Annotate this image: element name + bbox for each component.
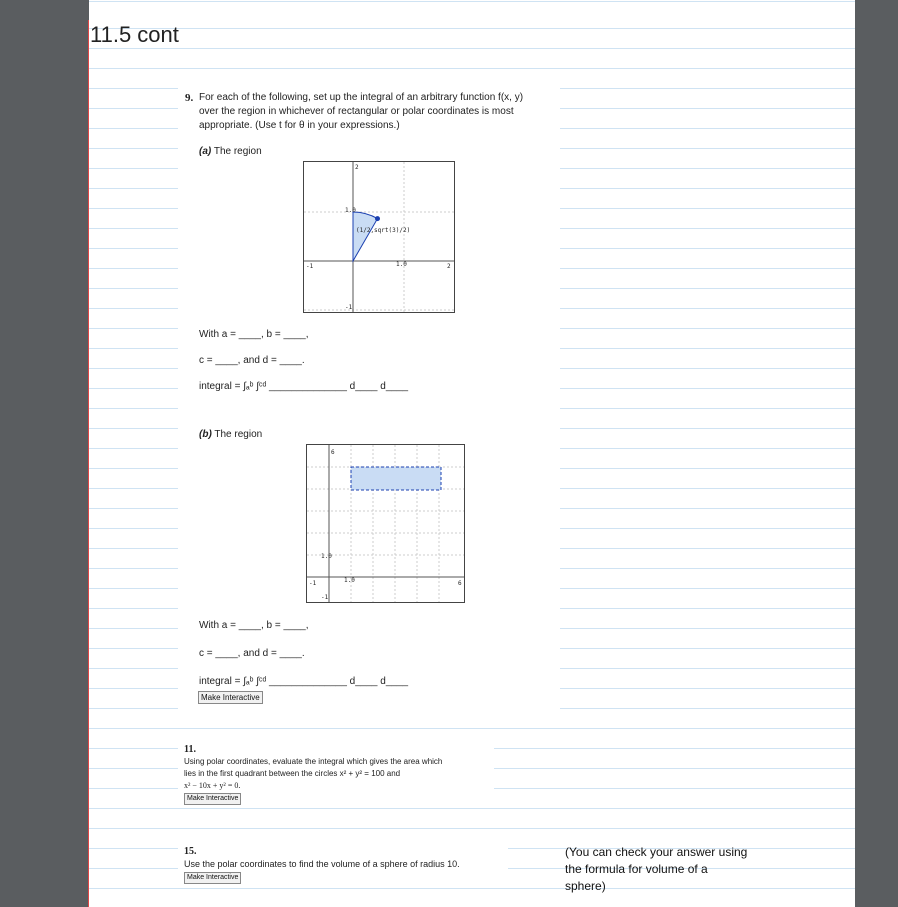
- y-tick-label: -1: [345, 304, 353, 311]
- question-15-number: 15.: [184, 846, 197, 857]
- part-b-integral: integral = ∫ₐᵇ ∫ᶜᵈ ______________ d____ d____: [199, 676, 409, 687]
- side-note-line: sphere): [565, 879, 606, 893]
- part-a-title: The region: [213, 146, 262, 157]
- point-marker: [375, 216, 380, 221]
- x-tick-label: -1: [306, 263, 314, 270]
- side-note: [565, 844, 747, 895]
- part-b-bounds-cd: c = ____, and d = ____.: [199, 648, 305, 659]
- part-a-label: (a): [199, 146, 212, 157]
- region-b-plot: [307, 445, 464, 602]
- make-interactive-button[interactable]: Make Interactive: [198, 691, 263, 704]
- point-label: (1/2,sqrt(3)/2): [356, 227, 411, 234]
- make-interactive-button[interactable]: Make Interactive: [184, 793, 241, 805]
- part-a-bounds-ab: With a = ____, b = ____,: [199, 329, 309, 340]
- question-9-prompt: over the region in whichever of rectangular or polar coordinates is most: [199, 106, 514, 117]
- question-11-text: lies in the first quadrant between the circles x² + y² = 100 and: [184, 769, 401, 778]
- part-b-label: (b): [199, 429, 212, 440]
- y-tick-label: 6: [331, 449, 335, 456]
- y-tick-label: -1: [321, 594, 329, 601]
- shaded-sector: [353, 212, 378, 261]
- question-9-prompt: appropriate. (Use t for θ in your expressions.): [199, 120, 400, 131]
- page-title: 11.5 cont: [90, 22, 179, 47]
- part-b-title: The region: [214, 429, 263, 440]
- part-a-integral: integral = ∫ₐᵇ ∫ᶜᵈ ______________ d____ d____: [199, 381, 409, 392]
- x-tick-label: 1.0: [344, 577, 355, 584]
- x-tick-label: 1.0: [396, 261, 407, 268]
- question-9-number: 9.: [185, 92, 194, 104]
- question-11-text: Using polar coordinates, evaluate the integral which gives the area which: [184, 757, 443, 766]
- shaded-rectangle: [351, 467, 441, 490]
- x-tick-label: -1: [309, 580, 317, 587]
- question-11-text: x² − 10x + y² = 0.: [184, 781, 241, 790]
- question-15-text: Use the polar coordinates to find the volume of a sphere of radius 10.: [184, 859, 460, 869]
- part-b-bounds-ab: With a = ____, b = ____,: [199, 620, 309, 631]
- region-a-plot: [304, 162, 454, 312]
- side-note-line: (You can check your answer using: [565, 845, 748, 859]
- y-tick-label: 1.0: [321, 553, 332, 560]
- y-tick-label: 1.0: [345, 207, 356, 214]
- question-11-number: 11.: [184, 744, 196, 755]
- part-a-heading: [199, 146, 262, 157]
- margin-line: [88, 20, 89, 907]
- x-tick-label: 6: [458, 580, 462, 587]
- part-a-bounds-cd: c = ____, and d = ____.: [199, 355, 305, 366]
- side-note-line: the formula for volume of a: [565, 862, 708, 876]
- make-interactive-button[interactable]: Make Interactive: [184, 872, 241, 884]
- x-tick-label: 2: [447, 263, 451, 270]
- part-b-heading: [199, 429, 262, 440]
- region-a-graph: [303, 161, 455, 313]
- question-9-prompt: For each of the following, set up the integral of an arbitrary function f(x, y): [199, 92, 524, 103]
- y-tick-label: 2: [355, 164, 359, 171]
- region-b-graph: [306, 444, 465, 603]
